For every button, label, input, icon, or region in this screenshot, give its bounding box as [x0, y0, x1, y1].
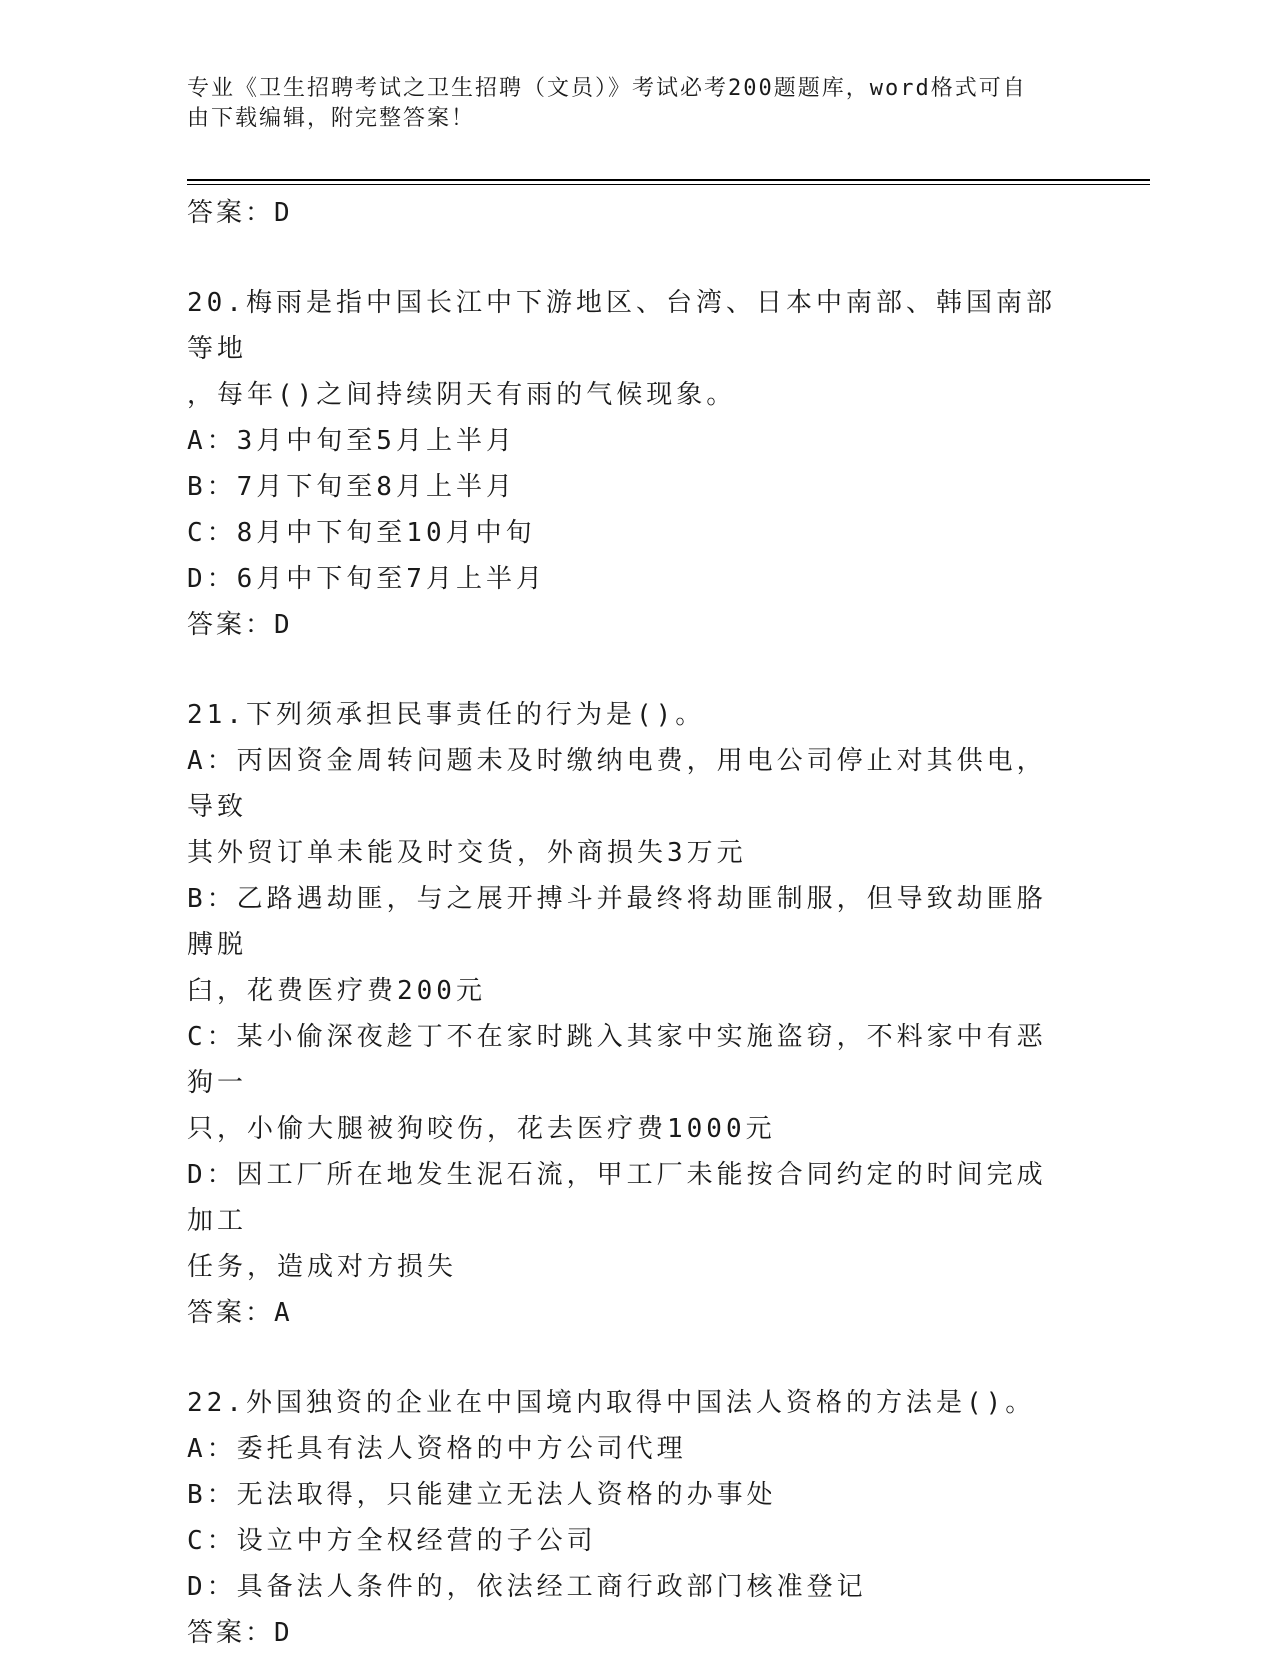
answer: 答案：D	[187, 1618, 293, 1648]
option-a-cont: 其外贸订单未能及时交货，外商损失3万元	[187, 838, 747, 868]
question-stem: 20.梅雨是指中国长江中下游地区、台湾、日本中南部、韩国南部等地	[187, 288, 1056, 364]
document-body	[187, 190, 1067, 1656]
answer: 答案：A	[187, 1298, 293, 1328]
question-22	[187, 1380, 1067, 1656]
option-c: C：设立中方全权经营的子公司	[187, 1526, 597, 1556]
option-c: C：8月中下旬至10月中旬	[187, 518, 536, 548]
option-b: B：乙路遇劫匪，与之展开搏斗并最终将劫匪制服，但导致劫匪胳膊脱	[187, 884, 1047, 960]
answer: 答案：D	[187, 610, 293, 640]
option-c: C：某小偷深夜趁丁不在家时跳入其家中实施盗窃，不料家中有恶狗一	[187, 1022, 1047, 1098]
question-stem: ，每年()之间持续阴天有雨的气候现象。	[187, 380, 737, 410]
header-line-1: 专业《卫生招聘考试之卫生招聘（文员）》考试必考200题题库，word格式可自	[187, 76, 1027, 101]
option-d: D：因工厂所在地发生泥石流，甲工厂未能按合同约定的时间完成加工	[187, 1160, 1047, 1236]
option-a: A：丙因资金周转问题未及时缴纳电费，用电公司停止对其供电，导致	[187, 746, 1047, 822]
previous-answer: 答案：D	[187, 198, 293, 228]
option-c-cont: 只，小偷大腿被狗咬伤，花去医疗费1000元	[187, 1114, 776, 1144]
header-line-2: 由下载编辑，附完整答案！	[187, 106, 476, 131]
option-d: D：具备法人条件的，依法经工商行政部门核准登记	[187, 1572, 867, 1602]
option-a: A：3月中旬至5月上半月	[187, 426, 516, 456]
question-stem: 21.下列须承担民事责任的行为是()。	[187, 700, 706, 730]
header-rule-thick	[187, 179, 1150, 181]
document-header	[187, 74, 1067, 134]
option-b-cont: 臼，花费医疗费200元	[187, 976, 486, 1006]
option-b: B：无法取得，只能建立无法人资格的办事处	[187, 1480, 777, 1510]
option-d: D：6月中下旬至7月上半月	[187, 564, 546, 594]
question-20	[187, 280, 1067, 648]
question-21	[187, 692, 1067, 1336]
option-d-cont: 任务，造成对方损失	[187, 1252, 458, 1282]
option-b: B：7月下旬至8月上半月	[187, 472, 516, 502]
option-a: A：委托具有法人资格的中方公司代理	[187, 1434, 687, 1464]
question-stem: 22.外国独资的企业在中国境内取得中国法人资格的方法是()。	[187, 1388, 1036, 1418]
header-rule-thin	[187, 184, 1150, 185]
